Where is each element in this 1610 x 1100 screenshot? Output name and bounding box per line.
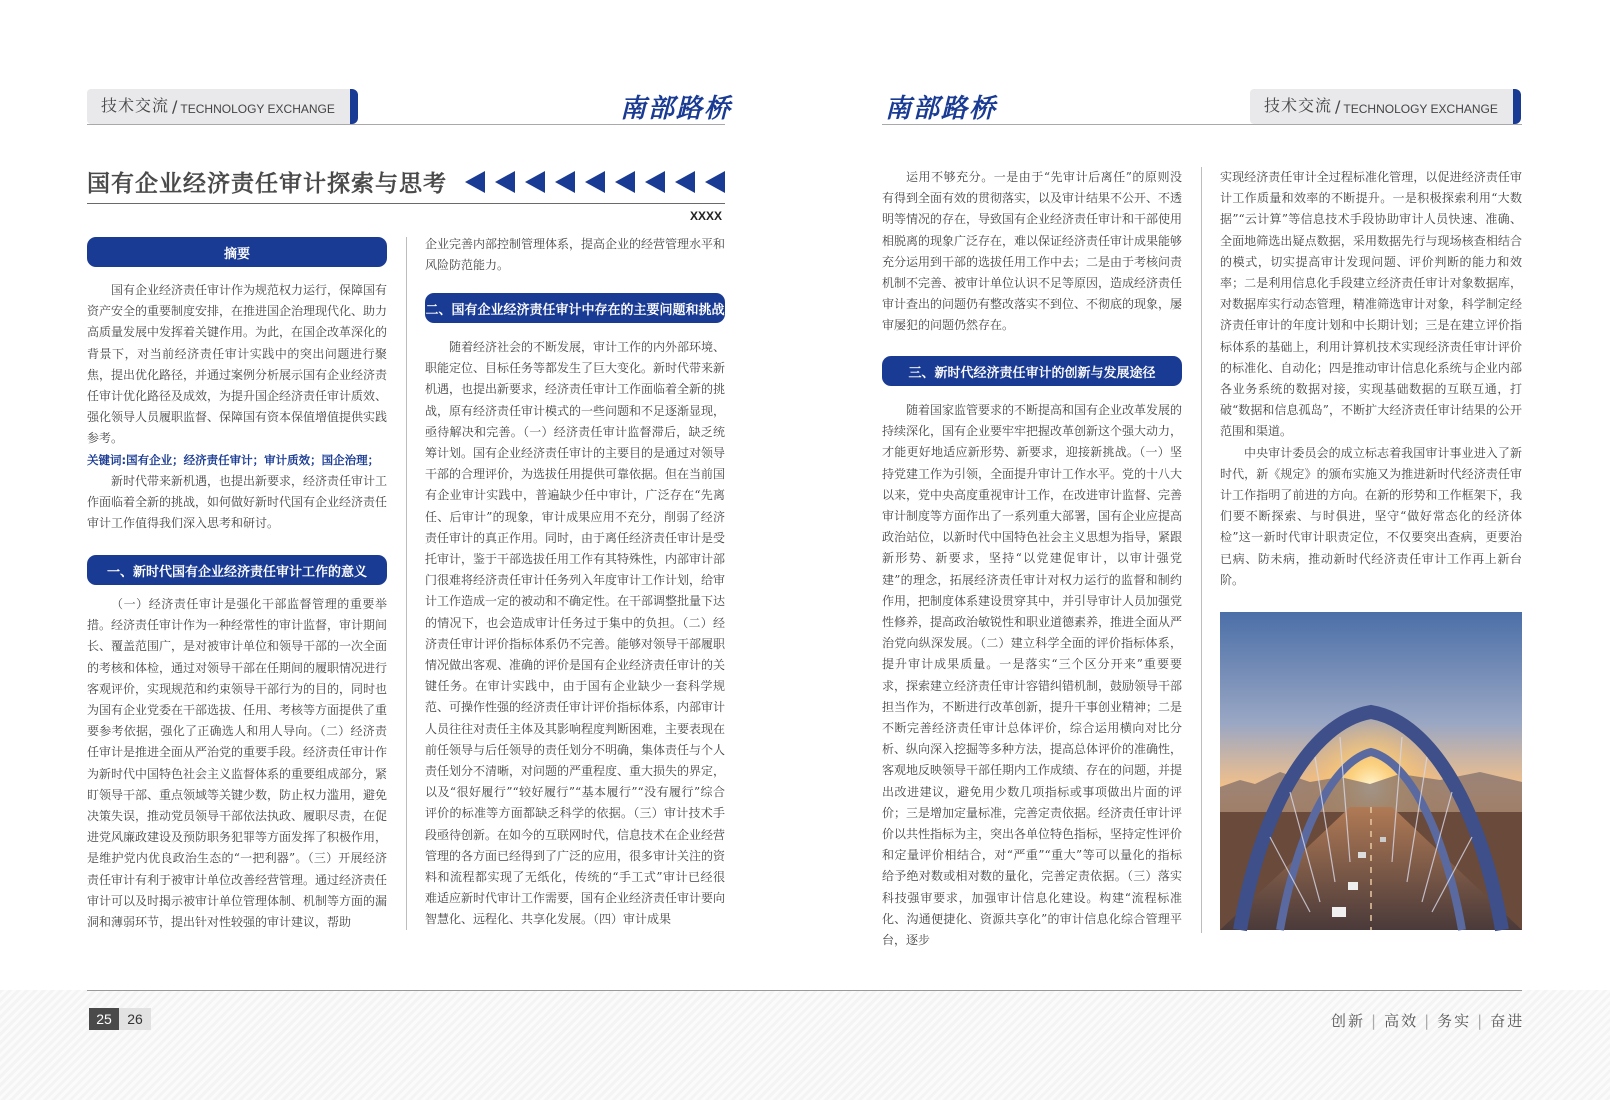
column-4 (1220, 167, 1522, 591)
section-tag-cn: 技术交流 (1264, 96, 1333, 115)
column-2 (425, 234, 725, 276)
slogan-separator: | (1424, 1011, 1432, 1030)
slogan-word: 务实 (1437, 1012, 1472, 1030)
section-tag-cn: 技术交流 (101, 96, 170, 115)
keywords: 关键词:国有企业；经济责任审计；审计质效；国企治理； (87, 452, 380, 467)
arrow-left-icon (465, 171, 485, 193)
arrow-left-icon (705, 171, 725, 193)
arrow-left-icon (555, 171, 575, 193)
header-rule-right (882, 124, 1522, 125)
arrow-left-icon (645, 171, 665, 193)
column-3-continuation: 运用不够充分。一是由于“先审计后离任”的原则没有得到全面有效的贯彻落实，以及审计结果不公开、不透明等情况的存在，导致国有企业经济责任审计和干部使用相脱离的现象广泛存在，难以保证经济责任审计成果能够充分运用到干部的选拔任用工作中去；二是由于考核问责机制不完善、被审计单位认识不足等原因，造成经济责任审计查出的问题仍有整改落实不到位、不彻底的现象，屡审屡犯的问题仍然存在。 (882, 170, 1183, 333)
footer-rule (87, 990, 1522, 991)
section-tag-en: TECHNOLOGY EXCHANGE (180, 102, 335, 116)
header-rule-left (87, 124, 725, 125)
column-3 (882, 167, 1182, 337)
column-3-body (882, 400, 1183, 948)
column-4-continuation: 实现经济责任审计全过程标准化管理，以促进经济责任审计工作质量和效率的不断提升。一是积极探索利用“大数据”“云计算”等信息技术手段协助审计人员快速、准确、全面地筛选出疑点数据，采用数据先行与现场核查相结合的模式，切实提高审计发现问题、评价判断的能力和效率；二是利用信息化手段建立经济责任审计对象数据库，对数据库实行动态管理，精准筛选审计对象，科学制定经济责任审计的年度计划和中长期计划；三是在建立评价指标体系的基础上，利用计算机技术实现经济责任审计评价的标准化、自动化；四是推动审计信息化系统与企业内部各业务系统的数据对接，实现基础数据的互联互通，打破“数据和信息孤岛”，不断扩大经济责任审计结果的公开范围和渠道。 (1220, 170, 1522, 439)
title-arrow-decoration (465, 171, 725, 193)
slogan-word: 创新 (1331, 1012, 1366, 1030)
arrow-left-icon (585, 171, 605, 193)
article-title: 国有企业经济责任审计探索与思考 (87, 171, 447, 197)
arrow-left-icon (495, 171, 515, 193)
section-tag-left (87, 89, 350, 124)
section-tag-accent (1513, 89, 1521, 124)
abstract-heading: 摘要 (87, 237, 387, 267)
section-1-body: （一）经济责任审计是强化干部监督管理的重要举措。经济责任审计作为一种经常性的审计监督，审计期间长、覆盖范围广，是对被审计单位和领导干部的一次全面的考核和体检，通过对领导干部在任期间的履职情况进行客观评价，实现规范和约束领导干部行为的目的，同时也为国有企业党委在干部选拔、任用、考核等方面提供了重要参考依据，强化了正确选人和用人导向。（二）经济责任审计是推进全面从严治党的重要手段。经济责任审计作为新时代中国特色社会主义监督体系的重要组成部分，紧盯领导干部、重点领域等关键少数，防止权力滥用，避免决策失误，推动党员领导干部依法执政、履职尽责，在促进党风廉政建设及预防职务犯罪等方面发挥了积极作用，是维护党内优良政治生态的“一把利器”。（三）开展经济责任审计有利于被审计单位改善经营管理。通过经济责任审计可以及时揭示被审计单位管理体制、机制等方面的漏洞和薄弱环节，提出针对性较强的审计建议，帮助 (87, 597, 388, 930)
brand-logo-left: 南部路桥 (620, 94, 733, 124)
column-divider (1201, 167, 1202, 933)
bridge-photo-svg (1220, 612, 1522, 930)
column-1-section-1 (87, 594, 387, 934)
article-author: XXXX (690, 209, 723, 223)
abstract-body: 国有企业经济责任审计作为规范权力运行，保障国有资产安全的重要制度安排，在推进国企治理现代化、助力高质量发展中发挥着关键作用。为此，在国企改革深化的背景下，对当前经济责任审计实践中的突出问题进行聚焦，提出优化路径，并通过案例分析展示国有企业经济责任审计优化路径及成效，为提升国企经济责任审计质效、强化领导人员履职监督、保障国有资本保值增值提供实践参考。 (87, 283, 388, 446)
slogan-word: 高效 (1384, 1012, 1419, 1030)
section-3-heading: 三、新时代经济责任审计的创新与发展途径 (882, 356, 1182, 386)
section-1-heading: 一、新时代国有企业经济责任审计工作的意义 (87, 555, 387, 585)
brand-logo-right: 南部路桥 (885, 94, 998, 124)
footer-slogan (1331, 1010, 1524, 1031)
column-2-body (425, 337, 725, 933)
arch-bridge-sunset-photo (1220, 612, 1522, 930)
arrow-left-icon (675, 171, 695, 193)
page-number-right: 26 (119, 1008, 151, 1030)
conclusion-body: 中央审计委员会的成立标志着我国审计事业进入了新时代，新《规定》的颁布实施又为推进新时代经济责任审计工作指明了前进的方向。在新的形势和工作框架下，我们要不断探索、与时俱进，坚守“做好常态化的经济体检”这一新时代审计职责定位，不仅要突出查病，更要治已病、防未病，推动新时代经济责任审计工作再上新台阶。 (1220, 445, 1522, 587)
section-2-heading: 二、国有企业经济责任审计中存在的主要问题和挑战 (425, 293, 725, 323)
section-tag-slash: / (172, 97, 178, 116)
slogan-separator: | (1371, 1011, 1379, 1030)
section-tag-slash: / (1335, 97, 1341, 116)
section-3-body: 随着国家监管要求的不断提高和国有企业改革发展的持续深化，国有企业要牢牢把握改革创新这个强大动力，才能更好地适应新形势、新要求，迎接新挑战。（一）坚持党建工作为引领，全面提升审计工作水平。党的十八大以来，党中央高度重视审计工作，在改进审计监督、完善审计制度等方面作出了一系列重大部署，国有企业应提高政治站位，以新时代中国特色社会主义思想为指导，紧跟新形势、新要求，坚持“以党建促审计，以审计强党建”的理念，拓展经济责任审计对权力运行的监督和制约作用，把制度体系建设贯穿其中，并引导审计人员加强党性修养，提高政治敏锐性和职业道德素养，推进全面从严治党向纵深发展。（二）建立科学全面的评价指标体系，提升审计成果质量。一是落实“三个区分开来”重要要求，探索建立经济责任审计容错纠错机制，鼓励领导干部担当作为，不断进行改革创新，提升干事创业精神；二是不断完善经济责任审计总体评价，综合运用横向对比分析、纵向深入挖掘等多种方法，提高总体评价的准确性，客观地反映领导干部任期内工作成绩、存在的问题，并提出改进建议，避免用少数几项指标或事项做出片面的评价；三是增加定量标准，完善定责依据。经济责任审计评价以共性指标为主，突出各单位特色指标，坚持定性评价和定量评价相结合，对“严重”“重大”等可以量化的指标给予绝对数或相对数的量化，完善定责依据。（三）落实科技强审要求，加强审计信息化建设。构建“流程标准化、沟通便捷化、资源共享化”的审计信息化综合管理平台，逐步 (882, 403, 1183, 948)
section-tag-right (1250, 89, 1513, 124)
column-2-continuation: 企业完善内部控制管理体系，提高企业的经营管理水平和风险防范能力。 (425, 237, 726, 273)
arrow-left-icon (525, 171, 545, 193)
abstract-intro: 新时代带来新机遇，也提出新要求，经济责任审计工作面临着全新的挑战，如何做好新时代国有企业经济责任审计工作值得我们深入思考和研讨。 (87, 473, 388, 531)
section-tag-accent (350, 89, 358, 124)
title-rule (87, 203, 725, 204)
section-tag-en: TECHNOLOGY EXCHANGE (1343, 102, 1498, 116)
arrow-left-icon (615, 171, 635, 193)
slogan-separator: | (1477, 1011, 1485, 1030)
footer-band (0, 990, 1610, 1100)
page-number-left: 25 (89, 1008, 119, 1030)
slogan-word: 奋进 (1490, 1012, 1525, 1030)
column-divider (406, 237, 407, 930)
section-2-body: 随着经济社会的不断发展，审计工作的内外部环境、职能定位、目标任务等都发生了巨大变化。新时代带来新机遇，也提出新要求，经济责任审计工作面临着全新的挑战，原有经济责任审计模式的一些问题和不足逐渐显现，亟待解决和完善。（一）经济责任审计监督滞后，缺乏统筹计划。国有企业经济责任审计的主要目的是通过对领导干部的合理评价，为选拔任用提供可靠依据。但在当前国有企业审计实践中，普遍缺少任中审计，广泛存在“先离任、后审计”的现象，审计成果应用不充分，削弱了经济责任审计的真正作用。同时，由于离任经济责任审计是受托审计，鉴于干部选拔任用工作有其特殊性，内部审计部门很难将经济责任审计任务列入年度审计工作计划，给审计工作造成一定的被动和不确定性。在干部调整批量下达的情况下，也会造成审计任务过于集中的负担。（二）经济责任审计评价指标体系仍不完善。能够对领导干部履职情况做出客观、准确的评价是国有企业经济责任审计的关键任务。在审计实践中，由于国有企业缺少一套科学规范、可操作性强的经济责任审计评价指标体系，内部审计人员往往对责任主体及其影响程度判断困难，主要表现在前任领导与后任领导的责任划分不明确，集体责任与个人责任划分不清晰，对问题的严重程度、重大损失的界定，以及“很好履行”“较好履行”“基本履行”“没有履行”综合评价的标准等方面都缺乏科学的依据。（三）审计技术手段亟待创新。在如今的互联网时代，信息技术在企业经营管理的各方面已经得到了广泛的应用，很多审计关注的资料和流程都实现了无纸化，传统的“手工式”审计已经很难适应新时代审计工作需要，国有企业经济责任审计要向智慧化、远程化、共享化发展。（四）审计成果 (425, 340, 726, 927)
column-1 (87, 280, 387, 534)
